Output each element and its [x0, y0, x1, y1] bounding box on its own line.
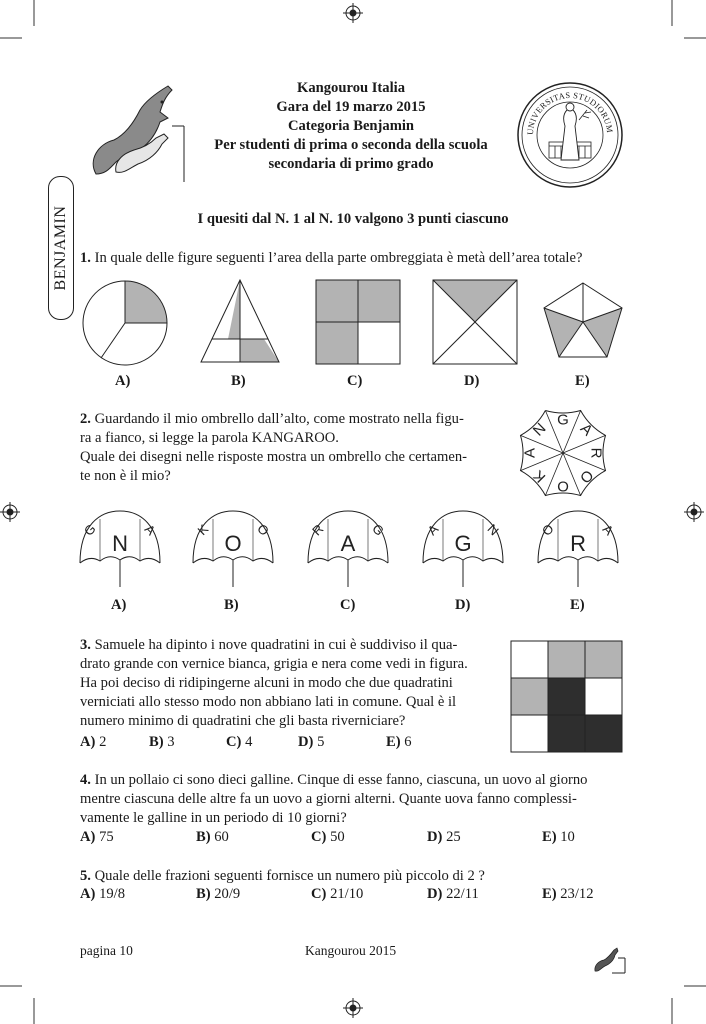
umbrella-letter-left: R: [309, 521, 327, 539]
umbrella-letter-left: K: [194, 521, 212, 539]
q1-figure-b-triangle: [200, 278, 280, 364]
umbrella-letter: K: [530, 466, 550, 486]
umbrella-letter: O: [557, 477, 569, 495]
q3-answer-a: A) 2: [80, 734, 107, 750]
umbrella-letter-center: O: [224, 531, 242, 556]
question-1-text: In quale delle figure seguenti l’area della parte ombreggiata è metà dell’area totale?: [94, 250, 583, 266]
q2-umbrella-options: [80, 505, 617, 595]
footer-title: Kangourou 2015: [305, 943, 397, 958]
q5-answer-b: B) 20/9: [196, 886, 241, 902]
q1-figure-e-pentagon: [540, 279, 626, 365]
umbrella-letter-center: G: [454, 531, 472, 556]
grid-cell-grey: [511, 678, 548, 715]
q3-answer-e: E) 6: [386, 734, 412, 750]
umbrella-option-d: [423, 511, 503, 587]
grid-cell-white: [511, 641, 548, 678]
footer-kangaroo-icon: [592, 946, 626, 974]
q5-answer-c: C) 21/10: [311, 886, 364, 902]
grid-cell-black: [585, 715, 622, 752]
umbrella-letter: O: [576, 466, 597, 487]
q1-label-b: B): [231, 373, 246, 389]
umbrella-letter-center: A: [340, 531, 356, 556]
q1-label-c: C): [347, 373, 363, 389]
question-4-line-3: vamente le galline in un periodo di 10 giorni?: [80, 810, 347, 826]
umbrella-letter-left: A: [424, 521, 442, 539]
header-line-2: Gara del 19 marzo 2015: [276, 99, 426, 115]
university-seal: [511, 72, 625, 190]
question-3-line-4: verniciati allo stesso modo non abbiano lati in comune. Qual è il: [80, 694, 457, 710]
umbrella-letter-right: O: [254, 520, 273, 539]
question-4-number: 4.: [80, 772, 91, 788]
registration-mark-top: [343, 3, 363, 23]
q1-b-shaded-top: [228, 280, 240, 339]
question-1: [80, 249, 640, 268]
header-line-5: secondaria di primo grado: [268, 156, 434, 172]
q3-answer-c: C) 4: [226, 734, 253, 750]
svg-text:UNIVERSITAS STUDIORUM MEDIOLAN: [511, 72, 615, 136]
q2-label-c: C): [340, 597, 356, 613]
header-line-1: Kangourou Italia: [297, 80, 405, 96]
question-1-number: 1.: [80, 250, 91, 266]
side-tab-label: BENJAMIN: [52, 205, 69, 291]
umbrella-letter: R: [587, 447, 605, 459]
question-3-line-3: Ha poi deciso di ridipingerne alcuni in modo che due quadratini: [80, 675, 453, 691]
question-2-line-1: Guardando il mio ombrello dall’alto, come mostrato nella figu-: [94, 411, 464, 427]
question-2: [80, 410, 520, 486]
q1-label-a: A): [115, 373, 131, 389]
umbrella-letter-right: A: [599, 521, 617, 539]
q1-figure-d-square: [432, 279, 518, 365]
question-3-number: 3.: [80, 637, 91, 653]
q3-answer-d: D) 5: [298, 734, 325, 750]
umbrella-letter-right: A: [141, 521, 159, 539]
question-2-line-3: Quale dei disegni nelle risposte mostra un ombrello che certamen-: [80, 449, 468, 465]
grid-cell-white: [585, 678, 622, 715]
umbrella-option-e: [538, 511, 618, 587]
q5-answer-d: D) 22/11: [427, 886, 479, 902]
grid-cell-grey: [585, 641, 622, 678]
question-2-line-2: ra a fianco, si legge la parola KANGAROO.: [80, 430, 339, 446]
registration-mark-left: [0, 502, 20, 522]
category-side-tab: [48, 176, 74, 320]
q2-label-b: B): [224, 597, 239, 613]
q5-answer-e: E) 23/12: [542, 886, 594, 902]
umbrella-letter: A: [521, 447, 539, 459]
header-line-3: Categoria Benjamin: [287, 118, 415, 134]
question-4: [80, 771, 640, 828]
q5-answer-a: A) 19/8: [80, 886, 126, 902]
question-4-line-2: mentre ciascuna delle altre fa un uovo a giorni alterni. Quante uova fanno complessi-: [80, 791, 577, 807]
header-line-4: Per studenti di prima o seconda della scuola: [214, 137, 488, 153]
umbrella-letter-left: G: [80, 520, 99, 539]
q1-a-shaded-sector: [125, 281, 167, 323]
umbrella-letter-right: G: [369, 520, 388, 539]
question-3-line-1: Samuele ha dipinto i nove quadratini in cui è suddiviso il qua-: [94, 637, 458, 653]
umbrella-letter-center: R: [570, 531, 586, 556]
umbrella-letter: N: [529, 419, 550, 440]
umbrella-option-b: [193, 511, 273, 587]
q2-label-d: D): [455, 597, 471, 613]
q3-color-grid: [510, 640, 622, 752]
q2-label-e: E): [570, 597, 585, 613]
registration-mark-right: [684, 502, 704, 522]
q1-label-d: D): [464, 373, 480, 389]
question-2-number: 2.: [80, 411, 91, 427]
grid-cell-white: [511, 715, 548, 752]
grid-cell-black: [548, 678, 585, 715]
question-5-text: Quale delle frazioni seguenti fornisce un numero più piccolo di 2 ?: [94, 868, 485, 884]
umbrella-letter: G: [557, 411, 569, 429]
q1-figure-c-square: [315, 279, 401, 365]
question-5: [80, 867, 640, 886]
question-3-line-5: numero minimo di quadratini che gli basta riverniciare?: [80, 713, 406, 729]
footer-page-number: pagina 10: [80, 943, 133, 958]
umbrella-letter-center: N: [112, 531, 128, 556]
umbrella-option-a: [80, 511, 160, 587]
question-3: [80, 636, 500, 731]
q2-umbrella-top-view: [513, 403, 613, 503]
question-5-number: 5.: [80, 868, 91, 884]
q4-answer-b: B) 60: [196, 829, 229, 845]
umbrella-letter: A: [576, 420, 596, 440]
q1-figure-a-circle: [80, 278, 170, 368]
kangaroo-logo: [76, 82, 186, 182]
q4-answer-d: D) 25: [427, 829, 461, 845]
umbrella-letter-left: O: [538, 520, 557, 539]
q4-answer-a: A) 75: [80, 829, 114, 845]
grid-cell-black: [548, 715, 585, 752]
q2-label-a: A): [111, 597, 127, 613]
section-title: I quesiti dal N. 1 al N. 10 valgono 3 punti ciascuno: [197, 211, 509, 227]
q1-label-e: E): [575, 373, 590, 389]
grid-cell-grey: [548, 641, 585, 678]
registration-mark-bottom: [343, 998, 363, 1018]
question-4-line-1: In un pollaio ci sono dieci galline. Cinque di esse fanno, ciascuna, un uovo al giorno: [94, 772, 588, 788]
umbrella-letter-right: N: [484, 521, 502, 539]
question-2-line-4: te non è il mio?: [80, 468, 171, 484]
q3-answer-b: B) 3: [149, 734, 175, 750]
q4-answer-e: E) 10: [542, 829, 575, 845]
umbrella-option-c: [308, 511, 388, 587]
question-3-line-2: drato grande con vernice bianca, grigia e nera come vedi in figura.: [80, 656, 468, 672]
seal-text: UNIVERSITAS STUDIORUM MEDIOLANENSIS: [511, 72, 616, 136]
q4-answer-c: C) 50: [311, 829, 345, 845]
